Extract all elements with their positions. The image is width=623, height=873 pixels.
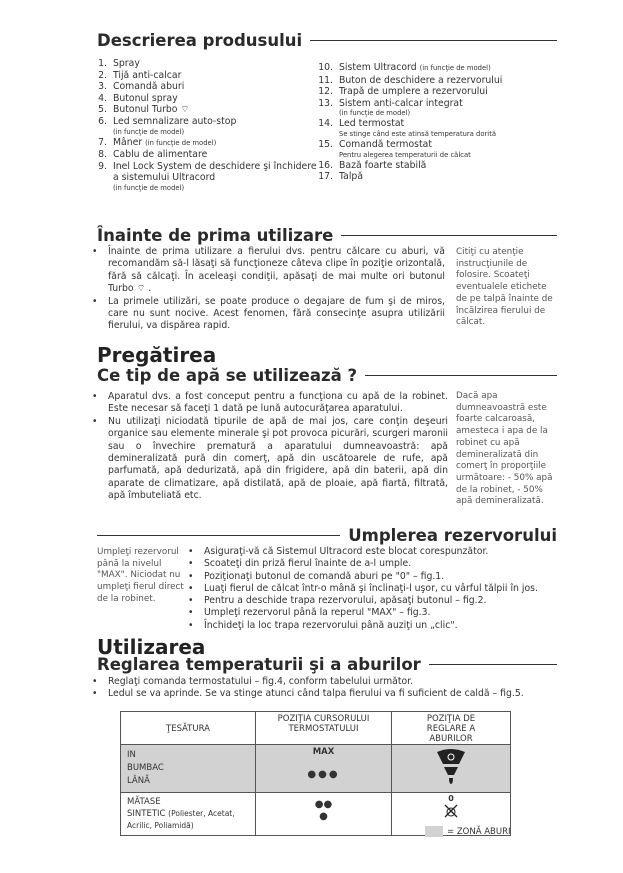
item-note: Se stinge când este atinsă temperatura dorită: [339, 129, 497, 138]
fabric-label: LÂNĂ: [127, 776, 150, 786]
item-label: Spray: [113, 58, 140, 69]
item-label: Led termostat: [339, 118, 405, 130]
section-title-before-first-use: Înainte de prima utilizare: [97, 226, 557, 245]
steam-zone-swatch: [425, 826, 443, 837]
list-item: • Asiguraţi-vă că Sistemul Ultracord este blocat corespunzător.: [186, 546, 558, 558]
item-label: Bază foarte stabilă: [339, 159, 427, 171]
turbo-icon: ⌔: [136, 283, 146, 295]
steam-max-icon: [436, 748, 466, 786]
list-item: • Poziţionaţi butonul de comandă aburi pe "0" – fig.1.: [186, 571, 558, 583]
item-number: 9.: [98, 160, 107, 172]
table-header: POZIŢIA DE REGLARE A ABURILOR: [392, 712, 511, 745]
steam-zero-label: 0: [448, 794, 454, 803]
item-number: 13.: [318, 97, 333, 109]
item-label: Butonul Turbo: [113, 104, 178, 116]
item-label: Mâner: [113, 136, 143, 148]
item-number: 16.: [318, 159, 333, 171]
side-note: Citiţi cu atenţie instrucţiunile de folosire. Scoateţi eventualele etichete de pe talpă înainte de încălzirea fierului de călcat.: [456, 247, 553, 328]
list-item: [313, 62, 563, 75]
item-number: 1.: [98, 58, 107, 69]
item-label: Tijă anti-calcar: [113, 69, 182, 81]
thermostat-dots: ●●: [314, 799, 333, 810]
turbo-icon: ⌔: [180, 104, 190, 116]
item-note: (in funcţie de model): [339, 109, 411, 118]
table-row: [121, 745, 511, 793]
table-header: POZIŢIA CURSORULUI TERMOSTATULUI: [256, 712, 392, 745]
subsection-title-water-type: Ce tip de apă se utilizează ?: [97, 366, 557, 385]
list-item: [313, 118, 563, 139]
fabric-label: BUMBAC: [127, 763, 164, 773]
fabric-label: MĂTASE: [127, 797, 161, 807]
list-item: [87, 137, 317, 150]
item-number: 10.: [318, 62, 333, 73]
list-item: [313, 171, 563, 183]
item-number: 4.: [98, 92, 107, 104]
item-note: Pentru alegerea temperaturii de călcat: [339, 150, 471, 159]
subsection-title-temperature: Reglarea temperaturii şi a aburilor: [97, 655, 557, 674]
filling-bullets: [186, 546, 558, 632]
item-label: Trapă de umplere a rezervorului: [339, 86, 488, 98]
list-item: • La primele utilizări, se poate produce o degajare de fum şi de miros, care nu sunt nocive. Acest fenomen, fără consecinţe asupra utilizării fierului, va dispărea rapid.: [90, 296, 445, 333]
list-item: [87, 116, 317, 137]
item-label: Buton de deschidere a rezervorului: [339, 74, 503, 86]
thermostat-dots: ●●●: [307, 769, 340, 780]
item-note: (in funcţie de model): [419, 64, 491, 72]
list-item: [313, 98, 563, 119]
fabric-label: IN: [127, 750, 136, 760]
legend-label: = ZONĂ ABURI: [447, 826, 511, 837]
steam-zone-legend: [425, 826, 511, 837]
table-header: ŢESĂTURA: [121, 712, 256, 745]
fabric-label: SINTETIC: [127, 809, 166, 819]
list-item: [87, 70, 317, 82]
item-number: 17.: [318, 171, 333, 183]
settings-table: [120, 711, 511, 836]
item-note: (in funcţie de model): [113, 127, 185, 136]
item-label: Led semnalizare auto-stop: [113, 115, 237, 127]
section-title-product-description: Descrierea produsului: [97, 31, 557, 50]
list-item: • Umpleţi rezervorul până la reperul "MAX" – fig.3.: [186, 607, 558, 619]
item-note: (in funcţie de model): [113, 183, 185, 192]
item-label: Inel Lock System de deschidere şi închidere a sistemului Ultracord: [113, 160, 317, 184]
list-item: • Scoateţi din priză fierul înainte de a-l umple.: [186, 558, 558, 570]
item-number: 14.: [318, 118, 333, 130]
item-label: Sistem anti-calcar integrat: [339, 97, 463, 109]
usage-bullets: [90, 676, 560, 701]
item-label: Comandă aburi: [113, 81, 185, 93]
section-title-preparation: Pregătirea: [97, 343, 217, 367]
list-item: • Reglaţi comanda termostatului – fig.4, conform tabelului următor.: [90, 676, 560, 688]
side-note: Dacă apa dumneavoastră este foarte calcaroasă, amesteca i apa de la robinet cu apă demineralizată din comerţ în proporţiile următoare: - 50% apă de la robinet, - 50% apă demineralizată.: [456, 391, 553, 507]
list-item: • Pentru a deschide trapa rezervorului, apăsaţi butonul – fig.2.: [186, 595, 558, 607]
list-item: • Închideţi la loc trapa rezervorului până auziţi un „clic".: [186, 620, 558, 632]
list-item: • Luaţi fierul de călcat într-o mână şi înclinaţi-l uşor, cu vârful tălpii în jos.: [186, 583, 558, 595]
side-note: Umpleţi rezervorul până la nivelul "MAX". Niciodat nu umpleţi fierul direct de la robinet.: [97, 547, 184, 604]
item-number: 15.: [318, 138, 333, 150]
item-number: 5.: [98, 104, 107, 116]
item-number: 8.: [98, 149, 107, 161]
item-number: 11.: [318, 74, 333, 86]
item-note: (in funcţie de model): [145, 138, 217, 147]
list-item: [87, 104, 317, 116]
list-item: [87, 58, 317, 70]
list-item: [313, 75, 563, 87]
section-title-filling: Umplerea rezervorului: [97, 526, 557, 545]
list-item: • Nu utilizaţi niciodată tipurile de apă de mai jos, care conţin deşeuri organice sau elemente minerale şi pot provoca picurări, scurgeri maronii sau o învechire prematură a aparatului dumneavoastră: apă demineralizată pură din comerţ, apă din uscătoarele de rufe, apă parfumată, apă dedurizată, apă din frigidere, apă din baterii, apă din aparate de climatizare, apă distilată, apă de ploaie, apă fiartă, filtrată, apă îmbuteliată etc.: [90, 416, 448, 503]
item-label: Butonul spray: [113, 92, 178, 104]
list-item: [87, 93, 317, 105]
item-label: Sistem Ultracord: [339, 62, 417, 73]
item-label: Comandă termostat: [339, 138, 432, 150]
item-label: Cablu de alimentare: [113, 149, 208, 161]
list-item: [87, 81, 317, 93]
fabric-detail: (Poliester, Acetat, Acrilic, Poliamidă): [127, 809, 235, 830]
list-item: [313, 139, 563, 160]
thermostat-dots: ●: [319, 811, 328, 822]
before-use-bullets: [90, 246, 445, 333]
item-number: 6.: [98, 115, 107, 127]
parts-list-right: [313, 62, 563, 183]
list-item: • Înainte de prima utilizare a fierului dvs. pentru călcare cu aburi, vă recomandăm să-l lăsaţi să funcţioneze câteva clipe în poziţie orizontală, fără să călcaţi. În aceleaşi condiţii, apăsaţi de mai multe ori butonul Turbo ⌔ .: [90, 246, 445, 296]
thermostat-max: MAX: [312, 747, 335, 757]
item-number: 12.: [318, 86, 333, 98]
item-label: Talpă: [339, 171, 364, 183]
list-item: • Aparatul dvs. a fost conceput pentru a funcţiona cu apă de la robinet. Este necesar să faceţi 1 dată pe lună autocurăţarea aparatului.: [90, 391, 448, 416]
list-item: [87, 149, 317, 161]
parts-list-left: [87, 58, 317, 193]
list-item: [313, 160, 563, 172]
list-item: [87, 161, 317, 193]
item-number: 7.: [98, 136, 107, 148]
item-number: 2.: [98, 69, 107, 81]
list-item: [313, 86, 563, 98]
water-bullets: [90, 391, 448, 503]
no-steam-icon: [443, 803, 459, 819]
item-number: 3.: [98, 81, 107, 93]
list-item: • Ledul se va aprinde. Se va stinge atunci când talpa fierului va fi suficient de caldă – fig.5.: [90, 688, 560, 700]
section-title-usage: Utilizarea: [97, 635, 206, 659]
